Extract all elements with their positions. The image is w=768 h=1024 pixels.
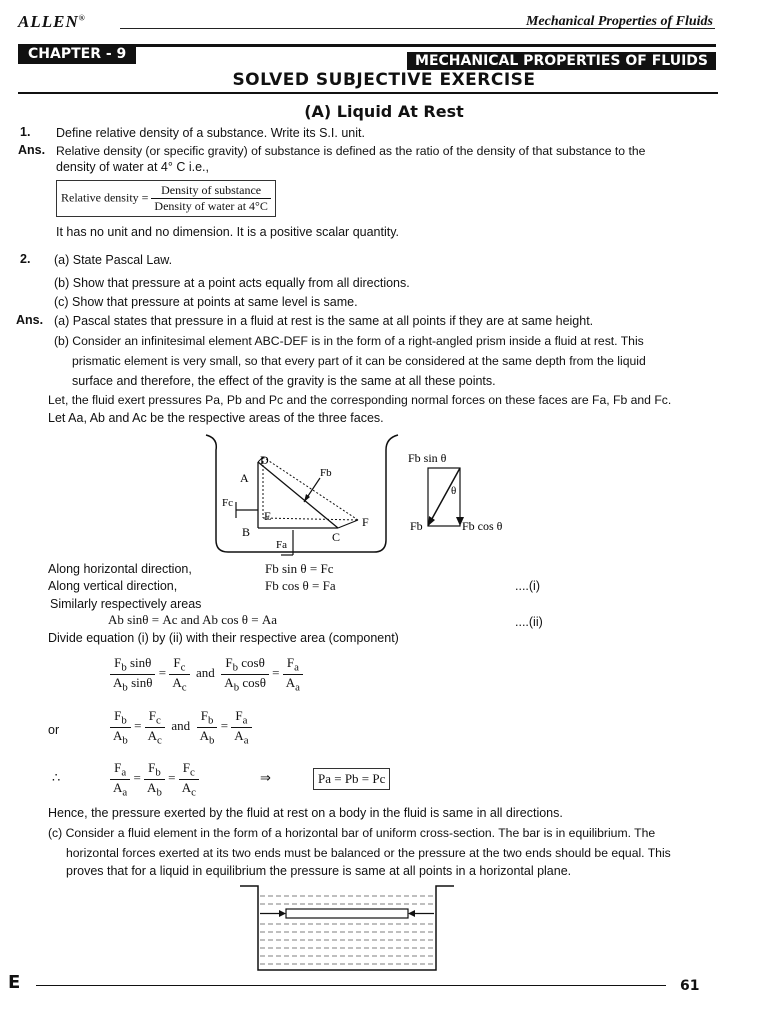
therefore-symbol: ∴ (52, 770, 61, 785)
chapter-title: MECHANICAL PROPERTIES OF FLUIDS (407, 52, 716, 70)
label-D: D (260, 453, 269, 467)
page-number: 61 (680, 978, 700, 994)
derivation-label: Divide equation (i) by (ii) with their respective area (component) (48, 631, 399, 645)
derivation-label: Along horizontal direction, (48, 562, 192, 576)
footer-letter: E (8, 972, 21, 993)
horizontal-bar-diagram (240, 884, 460, 974)
running-title: Mechanical Properties of Fluids (525, 14, 713, 29)
theta-label: θ (451, 485, 457, 497)
result-box: Pa = Pb = Pc (313, 768, 390, 790)
answer-text: Relative density (or specific gravity) of substance is defined as the ratio of the density of that substance to the (56, 144, 646, 158)
question-part: (c) Show that pressure at points at same level is same. (54, 295, 358, 309)
brand-logo: ALLEN® (18, 12, 86, 31)
answer-text: prismatic element is very small, so that every part of it can be considered at the same depth from the liquid (72, 354, 646, 368)
implies-symbol: ⇒ (260, 770, 271, 785)
conclusion-text: proves that for a liquid in equilibrium the pressure is same at all points in a horizontal plane. (66, 864, 572, 878)
footer-rule (36, 985, 666, 986)
vector-left-label: Fb (410, 519, 423, 533)
equation-row-ratio: $\frac{F_b}{A_b}$ = $\frac{F_c}{A_c}$ and $\frac{F_b}{A_b}$ = $\frac{F_a}{A_a}$ (110, 708, 252, 746)
section-title: SOLVED SUBJECTIVE EXERCISE (232, 70, 536, 90)
question-number: 2. (20, 252, 31, 266)
label-B: B (242, 525, 251, 539)
answer-text: Let, the fluid exert pressures Pa, Pb and Pc and the corresponding normal forces on these faces are Fa, Fb and Fc. (48, 393, 672, 407)
label-Fb: Fb (320, 467, 332, 479)
equation-number: ....(i) (515, 579, 540, 593)
subsection-title: (A) Liquid At Rest (304, 102, 464, 121)
question-part: (a) State Pascal Law. (54, 253, 173, 267)
equation: Ab sinθ = Ac and Ab cos θ = Aa (108, 612, 278, 627)
and-word: and (196, 665, 215, 681)
equation-number: ....(ii) (515, 615, 543, 629)
prism-diagram (196, 430, 526, 560)
equation: Fb cos θ = Fa (265, 578, 336, 593)
answer-label: Ans. (16, 313, 44, 327)
formula-denominator: Density of water at 4°C (154, 199, 268, 213)
answer-text: (a) Pascal states that pressure in a fluid at rest is the same at all points if they are at same height. (54, 314, 594, 328)
label-Fa: Fa (276, 539, 287, 551)
formula-lhs: Relative density = (61, 190, 149, 205)
derivation-label: Similarly respectively areas (50, 597, 202, 611)
question-part: (b) Show that pressure at a point acts equally from all directions. (54, 276, 410, 290)
derivation-label: Along vertical direction, (48, 579, 178, 593)
label-E: E (264, 509, 272, 523)
section-rule (18, 92, 718, 94)
formula-box (56, 180, 276, 217)
vector-top-label: Fb sin θ (408, 451, 447, 465)
equation: Fb sin θ = Fc (265, 561, 334, 576)
or-word: or (48, 723, 60, 737)
conclusion-text: horizontal forces exerted at its two ends must be balanced or the pressure at the two ends should be equal. This (66, 846, 671, 860)
formula-numerator: Density of substance (151, 183, 270, 199)
conclusion-text: (c) Consider a fluid element in the form of a horizontal bar of uniform cross-section. The bar is in equilibrium. The (48, 826, 656, 840)
formula-fraction (151, 183, 270, 214)
answer-label: Ans. (18, 143, 46, 157)
label-A: A (240, 471, 249, 485)
answer-text: (b) Consider an infinitesimal element ABC-DEF is in the form of a right-angled prism inside a fluid at rest. This (54, 334, 644, 348)
chapter-label: CHAPTER - 9 (18, 44, 136, 64)
answer-text: Let Aa, Ab and Ac be the respective areas of the three faces. (48, 411, 384, 425)
label-Fc: Fc (222, 497, 233, 509)
label-C: C (332, 530, 341, 544)
equation-row-equal: $\frac{F_a}{A_a}$ = $\frac{F_b}{A_b}$ = $\frac{F_c}{A_c}$ (110, 760, 199, 798)
conclusion-text: Hence, the pressure exerted by the fluid at rest on a body in the fluid is same in all directions. (48, 806, 563, 820)
answer-text: surface and therefore, the effect of the gravity is the same at all these points. (72, 374, 496, 388)
label-F: F (362, 515, 369, 529)
question-number: 1. (20, 125, 31, 139)
equation-row-ratio-trig: $\frac{F_b \sin\theta}{A_b \sin\theta}$ = $\frac{F_c}{A_c}$ and $\frac{F_b \cos\theta}{A_b \cos\theta}$ = $\frac{F_a}{A_a}$ (110, 655, 303, 693)
answer-text: density of water at 4° C i.e., (56, 160, 209, 174)
vector-right-label: Fb cos θ (462, 519, 503, 533)
and-word: and (171, 718, 191, 734)
note-text: It has no unit and no dimension. It is a positive scalar quantity. (56, 225, 400, 239)
question-text: Define relative density of a substance. Write its S.I. unit. (56, 126, 365, 140)
